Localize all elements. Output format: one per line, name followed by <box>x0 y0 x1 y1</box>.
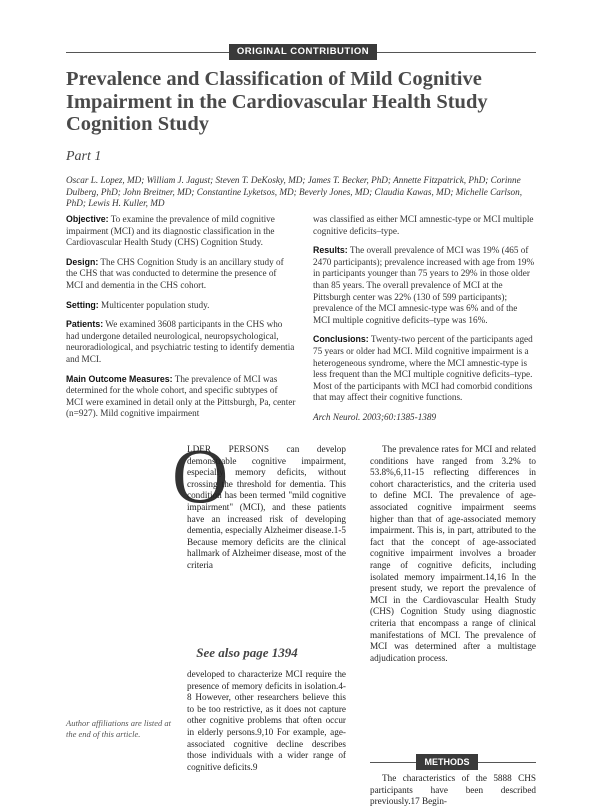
section-banner: ORIGINAL CONTRIBUTION <box>229 44 377 60</box>
intro-paragraph-continued: developed to characterize MCI require the presence of memory deficits in isolation.4-8 However, other researchers believe this to be too restrictive, as it does not capture other cognitive problems that often occur in elderly persons.9,10 For example, age-associated cognitive decline describes those individuals with a wider range of cognitive deficits.9 <box>187 669 346 772</box>
methods-paragraph: The characteristics of the 5888 CHS participants have been described previously.17 Begin- <box>370 773 536 807</box>
objective-text: To examine the prevalence of mild cognitive impairment (MCI) and its diagnostic classification in the Cardiovascular Health Study (CHS) Cognition Study. <box>66 214 275 248</box>
abstract-conclusions <box>313 334 536 404</box>
design-text: The CHS Cognition Study is an ancillary study of the CHS that was conducted to determine the presence of MCI and dementia in the CHS cohort. <box>66 256 284 290</box>
methods-rule-right <box>478 762 536 763</box>
banner-rule-left <box>66 52 229 53</box>
methods-column <box>370 773 536 808</box>
body-column-1 <box>187 444 346 572</box>
abstract-patients <box>66 319 296 365</box>
drop-cap: O <box>172 432 229 519</box>
journal-citation: Arch Neurol. 2003;60:1385-1389 <box>313 411 437 422</box>
article-part: Part 1 <box>66 149 102 164</box>
prevalence-paragraph: The prevalence rates for MCI and related conditions have ranged from 3.2% to 53.8%,6,11-15 reflecting differences in cohort characteristics, and the criteria used to define MCI. The prevalence of age-associated cognitive impairment seems higher than that of age-associated memory impairment. This is, in part, attributed to the fact that the concept of age-associated cognitive impairment involves a broader range of cognitive deficits, including isolated memory impairment.14,16 In the present study, we report the prevalence of MCI in the Cardiovascular Health Study (CHS) Cognition Study using diagnostic criteria that encompass a range of clinical manifestations of MCI. The prevalence of MCI was determined after a multistage adjudication process. <box>370 444 536 663</box>
results-label: Results: <box>313 245 348 256</box>
banner-rule-right <box>377 52 536 53</box>
conclusions-label: Conclusions: <box>313 334 369 345</box>
body-column-2 <box>370 444 536 664</box>
setting-text: Multicenter population study. <box>101 299 210 310</box>
patients-text: We examined 3608 participants in the CHS who had undergone detailed neurological, neuropsychological, neuroradiological, and psychiatric testing to identify dementia and MCI. <box>66 319 295 364</box>
abstract-outcome <box>66 374 296 420</box>
author-list: Oscar L. Lopez, MD; William J. Jagust; Steven T. DeKosky, MD; James T. Becker, PhD; Annette Fitzpatrick, PhD; Corinne Dulberg, PhD; John Breitner, MD; Constantine Lyketsos, MD; Beverly Jones, MD; Claudia Kawas, MD; Michelle Carlson, PhD; Lewis H. Kuller, MD <box>66 175 523 209</box>
design-label: Design: <box>66 256 99 267</box>
abstract-design <box>66 257 296 292</box>
abstract-results <box>313 245 536 326</box>
see-also-note: See also page 1394 <box>196 645 298 660</box>
intro-paragraph: LDER PERSONS can develop demonstrable cognitive impairment, especially memory deficits, without crossing the threshold for dementia. This condition has been termed "mild cognitive impairment" (MCI), and these patients have an increased risk of developing dementia, especially Alzheimer disease.1-5 Because memory deficits are the clinical hallmark of Alzheimer disease, most of the criteria <box>187 444 346 570</box>
body-column-1-continued <box>187 669 346 773</box>
conclusions-text: Twenty-two percent of the participants aged 75 years or older had MCI. Mild cognitive impairment is a heterogeneous syndrome, where the MCI amnestic-type is less frequent than the MCI multiple cognitive deficits–type. Most of the participants with MCI had comorbid conditions that may affect their cognitive functions. <box>313 334 533 403</box>
abstract-right-column <box>313 214 536 432</box>
abstract-setting <box>66 300 296 312</box>
outcome-text: The prevalence of MCI was determined for the whole cohort, and specific subtypes of MCI were examined in detail only at the Pittsburgh, Pa, center (n=927). Mild cognitive impairment <box>66 373 296 419</box>
affiliations-note: Author affiliations are listed at the end of this article. <box>66 718 171 739</box>
outcome-continued: was classified as either MCI amnestic-type or MCI multiple cognitive deficits–type. <box>313 214 534 236</box>
methods-rule-left <box>370 762 416 763</box>
methods-heading: METHODS <box>416 754 478 770</box>
setting-label: Setting: <box>66 299 99 310</box>
results-text: The overall prevalence of MCI was 19% (465 of 2470 participants); prevalence increased with age from 19% in participants younger than 75 years to 29% in those older than 85 years. The overall prevalence of MCI at the Pittsburgh center was 22% (130 of 599 participants); prevalence of the MCI amnesic-type was 6% and of the MCI multiple cognitive deficits–type was 16%. <box>313 245 535 325</box>
patients-label: Patients: <box>66 319 104 330</box>
abstract-objective <box>66 214 296 249</box>
article-title: Prevalence and Classification of Mild Cognitive Impairment in the Cardiovascular Health Study Cognition Study <box>66 68 488 135</box>
abstract-left-column <box>66 214 296 428</box>
outcome-label: Main Outcome Measures: <box>66 373 173 384</box>
objective-label: Objective: <box>66 214 109 224</box>
